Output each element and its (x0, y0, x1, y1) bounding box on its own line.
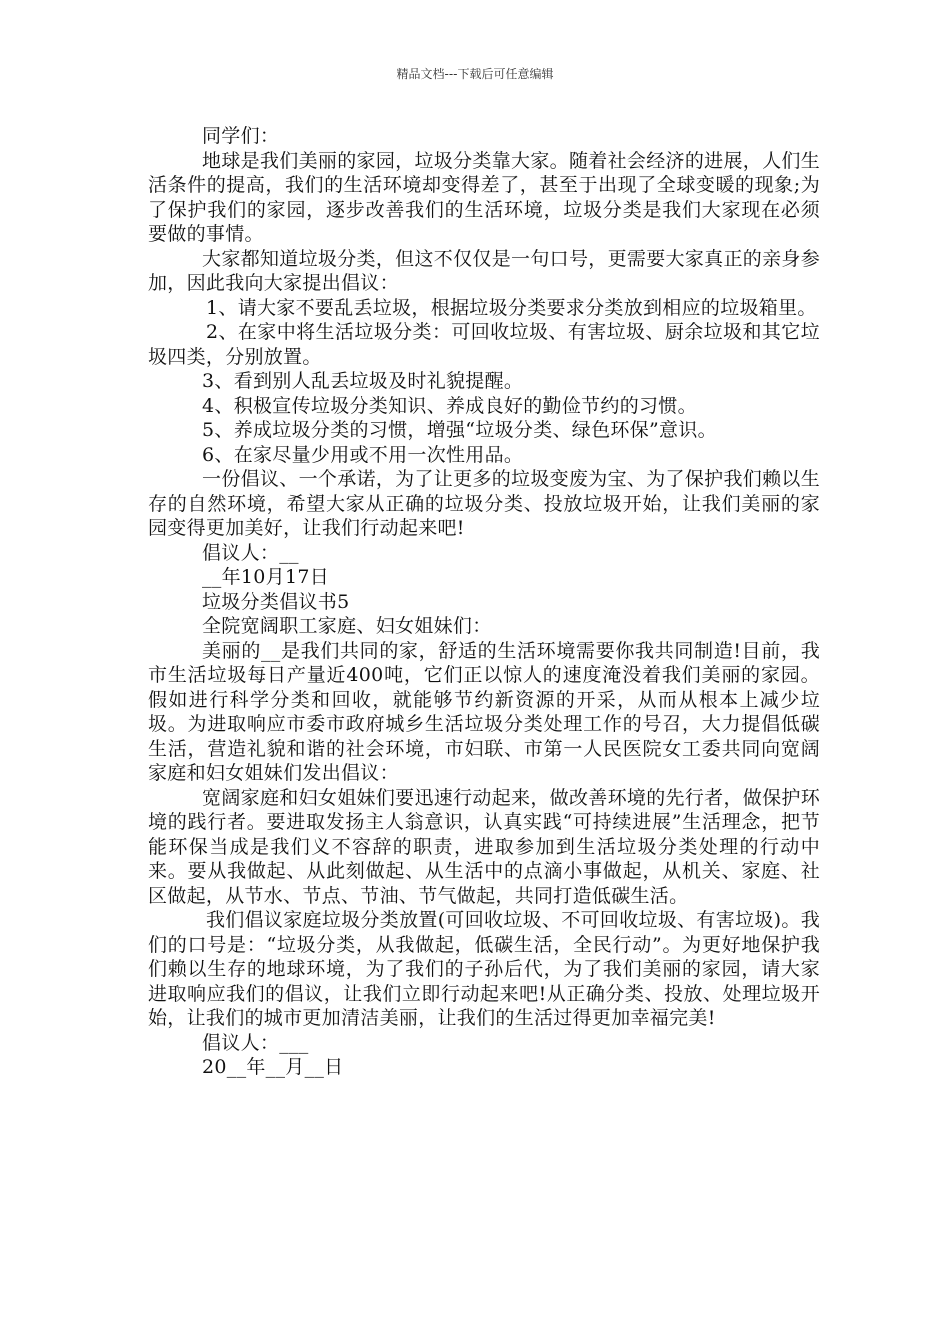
paragraph: 大家都知道垃圾分类，但这不仅仅是一句口号，更需要大家真正的亲身参加，因此我向大家提出倡议： (148, 247, 820, 294)
paragraph: 宽阔家庭和妇女姐妹们要迅速行动起来，做改善环境的先行者，做保护环境的践行者。要进取发扬主人翁意识，认真实践“可持续进展”生活理念，把节能环保当成是我们义不容辞的职责，进取参加到生活垃圾分类处理的行动中来。要从我做起、从此刻做起、从生活中的点滴小事做起，从机关、家庭、社区做起，从节水、节点、节油、节气做起，共同打造低碳生活。 (148, 786, 820, 907)
paragraph: 美丽的__是我们共同的家，舒适的生活环境需要你我共同制造!目前，我市生活垃圾每日产量近400吨，它们正以惊人的速度淹没着我们美丽的家园。假如进行科学分类和回收，就能够节约新资源的开采，从而从根本上减少垃圾。为进取响应市委市政府城乡生活垃圾分类处理工作的号召，大力提倡低碳生活，营造礼貌和谐的社会环境，市妇联、市第一人民医院女工委共同向宽阔家庭和妇女姐妹们发出倡议： (148, 639, 820, 784)
paragraph: __年10月17日 (202, 566, 330, 588)
document-body (148, 124, 820, 1080)
paragraph: 地球是我们美丽的家园，垃圾分类靠大家。随着社会经济的进展，人们生活条件的提高，我们的生活环境却变得差了，甚至于出现了全球变暖的现象;为了保护我们的家园，逐步改善我们的生活环境，垃圾分类是我们大家现在必须要做的事情。 (148, 149, 820, 245)
paragraph: 5、养成垃圾分类的习惯，增强“垃圾分类、绿色环保”意识。 (202, 419, 717, 441)
paragraph: 全院宽阔职工家庭、妇女姐妹们： (202, 615, 492, 637)
page-header: 精品文档---下载后可任意编辑 (396, 67, 554, 81)
paragraph: 倡议人：__ (202, 541, 299, 564)
paragraph: 一份倡议、一个承诺，为了让更多的垃圾变废为宝、为了保护我们赖以生存的自然环境，希望大家从正确的垃圾分类、投放垃圾开始，让我们美丽的家园变得更加美好，让我们行动起来吧! (148, 468, 820, 539)
paragraph: 20__年__月__日 (202, 1056, 344, 1078)
paragraph: 1、请大家不要乱丢垃圾，根据垃圾分类要求分类放到相应的垃圾箱里。 (206, 296, 817, 319)
paragraph: 同学们： (202, 125, 280, 147)
paragraph: 3、看到别人乱丢垃圾及时礼貌提醒。 (202, 370, 524, 392)
paragraph: 我们倡议家庭垃圾分类放置(可回收垃圾、不可回收垃圾、有害垃圾)。我们的口号是：“垃圾分类，从我做起，低碳生活，全民行动”。为更好地保护我们赖以生存的地球环境，为了我们的子孙后代，为了我们美丽的家园，请大家进取响应我们的倡议，让我们立即行动起来吧!从正确分类、投放、处理垃圾开始，让我们的城市更加清洁美丽，让我们的生活过得更加幸福完美! (148, 909, 820, 1029)
paragraph: 倡议人：___ (202, 1031, 309, 1054)
paragraph: 2、在家中将生活垃圾分类：可回收垃圾、有害垃圾、厨余垃圾和其它垃圾四类，分别放置。 (148, 321, 820, 368)
paragraph: 6、在家尽量少用或不用一次性用品。 (202, 443, 524, 466)
paragraph: 垃圾分类倡议书5 (202, 590, 350, 613)
paragraph: 4、积极宣传垃圾分类知识、养成良好的勤俭节约的习惯。 (202, 394, 697, 417)
